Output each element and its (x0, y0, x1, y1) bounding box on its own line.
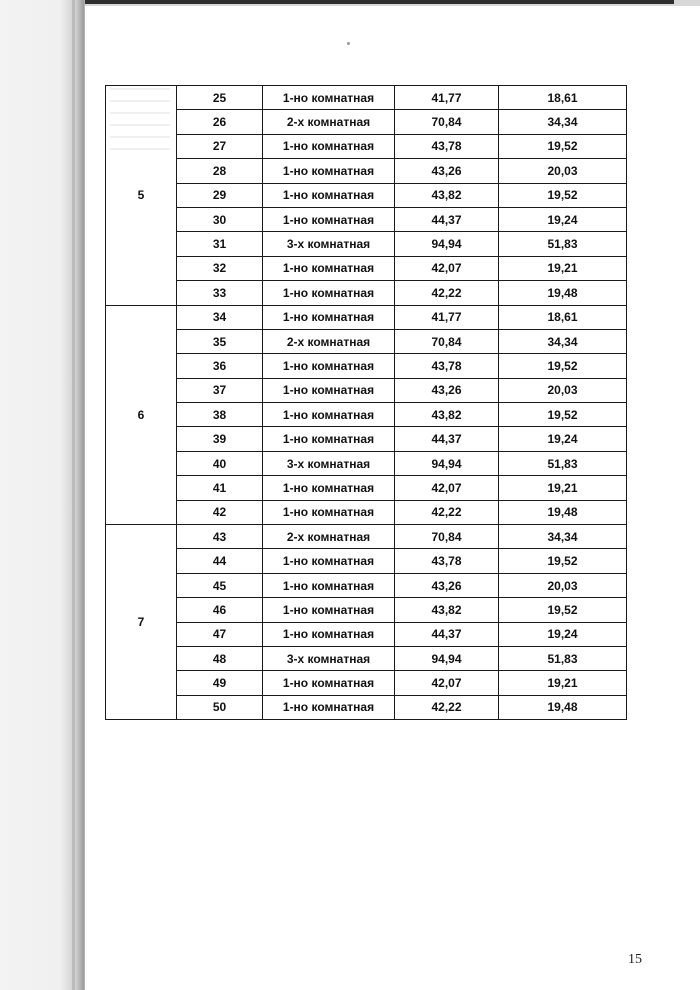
table-row (106, 622, 627, 646)
cell-total: 43,82 (395, 598, 499, 622)
cell-living: 51,83 (499, 232, 627, 256)
cell-type: 2-х комнатная (263, 329, 395, 353)
cell-living: 19,48 (499, 500, 627, 524)
cell-type: 1-но комнатная (263, 476, 395, 500)
table-row (106, 671, 627, 695)
cell-num: 41 (177, 476, 263, 500)
cell-total: 42,22 (395, 281, 499, 305)
cell-living: 20,03 (499, 378, 627, 402)
scan-top-shadow (24, 0, 674, 4)
cell-num: 37 (177, 378, 263, 402)
cell-living: 19,24 (499, 427, 627, 451)
table-row (106, 232, 627, 256)
cell-num: 35 (177, 329, 263, 353)
scan-speck (347, 42, 350, 45)
table-row (106, 281, 627, 305)
cell-living: 18,61 (499, 305, 627, 329)
table-row (106, 134, 627, 158)
cell-num: 36 (177, 354, 263, 378)
cell-num: 49 (177, 671, 263, 695)
cell-total: 43,26 (395, 159, 499, 183)
cell-living: 51,83 (499, 646, 627, 670)
table-row (106, 695, 627, 719)
cell-num: 30 (177, 207, 263, 231)
cell-total: 44,37 (395, 427, 499, 451)
floor-cell: 5 (106, 86, 177, 306)
cell-type: 1-но комнатная (263, 354, 395, 378)
cell-type: 2-х комнатная (263, 110, 395, 134)
cell-type: 1-но комнатная (263, 134, 395, 158)
cell-type: 1-но комнатная (263, 159, 395, 183)
cell-type: 1-но комнатная (263, 671, 395, 695)
cell-type: 1-но комнатная (263, 378, 395, 402)
cell-type: 1-но комнатная (263, 207, 395, 231)
cell-num: 25 (177, 86, 263, 110)
cell-num: 40 (177, 451, 263, 475)
table-row (106, 476, 627, 500)
table-row (106, 598, 627, 622)
cell-type: 1-но комнатная (263, 403, 395, 427)
cell-type: 1-но комнатная (263, 281, 395, 305)
cell-num: 48 (177, 646, 263, 670)
table-row (106, 354, 627, 378)
cell-type: 1-но комнатная (263, 573, 395, 597)
cell-total: 43,26 (395, 573, 499, 597)
table-row (106, 451, 627, 475)
cell-total: 44,37 (395, 207, 499, 231)
table-row (106, 378, 627, 402)
cell-type: 1-но комнатная (263, 256, 395, 280)
cell-living: 19,21 (499, 476, 627, 500)
table-row (106, 403, 627, 427)
table-row (106, 646, 627, 670)
cell-type: 3-х комнатная (263, 451, 395, 475)
cell-num: 39 (177, 427, 263, 451)
cell-total: 44,37 (395, 622, 499, 646)
floor-cell: 7 (106, 525, 177, 720)
cell-num: 45 (177, 573, 263, 597)
cell-total: 42,07 (395, 671, 499, 695)
cell-type: 1-но комнатная (263, 86, 395, 110)
table-row (106, 110, 627, 134)
cell-type: 1-но комнатная (263, 598, 395, 622)
table-row (106, 329, 627, 353)
cell-living: 19,52 (499, 354, 627, 378)
table-row (106, 427, 627, 451)
cell-num: 44 (177, 549, 263, 573)
cell-total: 43,78 (395, 549, 499, 573)
cell-type: 1-но комнатная (263, 427, 395, 451)
table-row (106, 207, 627, 231)
table-row (106, 573, 627, 597)
cell-living: 19,24 (499, 207, 627, 231)
cell-living: 19,48 (499, 281, 627, 305)
cell-living: 19,21 (499, 671, 627, 695)
cell-type: 1-но комнатная (263, 183, 395, 207)
cell-total: 43,26 (395, 378, 499, 402)
cell-num: 50 (177, 695, 263, 719)
cell-total: 43,78 (395, 134, 499, 158)
floor-cell: 6 (106, 305, 177, 525)
cell-living: 19,52 (499, 598, 627, 622)
cell-type: 2-х комнатная (263, 525, 395, 549)
cell-living: 20,03 (499, 159, 627, 183)
scan-binding-line (72, 0, 75, 990)
table-row (106, 305, 627, 329)
cell-num: 29 (177, 183, 263, 207)
table-row (106, 159, 627, 183)
cell-living: 34,34 (499, 329, 627, 353)
cell-total: 43,78 (395, 354, 499, 378)
table-row (106, 256, 627, 280)
apartments-table (105, 85, 627, 720)
cell-total: 43,82 (395, 183, 499, 207)
cell-living: 19,48 (499, 695, 627, 719)
cell-living: 19,52 (499, 183, 627, 207)
cell-num: 27 (177, 134, 263, 158)
apartments-table-body (106, 86, 627, 720)
cell-living: 19,52 (499, 134, 627, 158)
cell-type: 3-х комнатная (263, 232, 395, 256)
table-row (106, 549, 627, 573)
table-row (106, 500, 627, 524)
cell-num: 47 (177, 622, 263, 646)
cell-num: 43 (177, 525, 263, 549)
cell-total: 42,22 (395, 500, 499, 524)
cell-num: 42 (177, 500, 263, 524)
cell-total: 42,07 (395, 476, 499, 500)
cell-total: 41,77 (395, 305, 499, 329)
cell-living: 51,83 (499, 451, 627, 475)
cell-type: 1-но комнатная (263, 622, 395, 646)
cell-living: 19,24 (499, 622, 627, 646)
cell-living: 34,34 (499, 525, 627, 549)
cell-num: 28 (177, 159, 263, 183)
cell-living: 19,52 (499, 549, 627, 573)
cell-num: 46 (177, 598, 263, 622)
cell-type: 1-но комнатная (263, 695, 395, 719)
table-row (106, 86, 627, 110)
cell-total: 41,77 (395, 86, 499, 110)
cell-living: 18,61 (499, 86, 627, 110)
cell-total: 94,94 (395, 451, 499, 475)
cell-type: 1-но комнатная (263, 305, 395, 329)
cell-living: 34,34 (499, 110, 627, 134)
cell-type: 1-но комнатная (263, 549, 395, 573)
cell-type: 1-но комнатная (263, 500, 395, 524)
cell-total: 42,07 (395, 256, 499, 280)
cell-type: 3-х комнатная (263, 646, 395, 670)
cell-total: 94,94 (395, 646, 499, 670)
table-row (106, 183, 627, 207)
cell-num: 32 (177, 256, 263, 280)
cell-total: 94,94 (395, 232, 499, 256)
cell-total: 43,82 (395, 403, 499, 427)
cell-total: 70,84 (395, 110, 499, 134)
cell-num: 34 (177, 305, 263, 329)
table-row (106, 525, 627, 549)
cell-living: 19,21 (499, 256, 627, 280)
page-number: 15 (628, 952, 642, 967)
cell-num: 38 (177, 403, 263, 427)
cell-num: 26 (177, 110, 263, 134)
cell-living: 19,52 (499, 403, 627, 427)
cell-total: 42,22 (395, 695, 499, 719)
cell-total: 70,84 (395, 525, 499, 549)
cell-num: 33 (177, 281, 263, 305)
cell-total: 70,84 (395, 329, 499, 353)
cell-num: 31 (177, 232, 263, 256)
cell-living: 20,03 (499, 573, 627, 597)
